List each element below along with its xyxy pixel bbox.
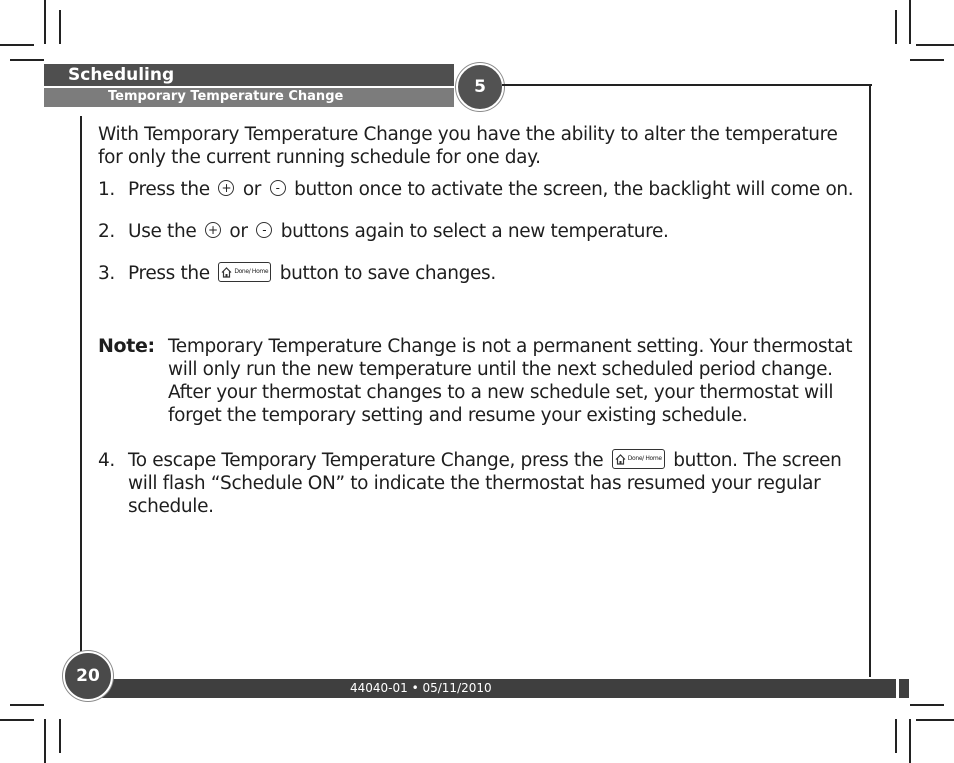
step-text: Use the + or - buttons again to select a new temperature. — [128, 221, 669, 242]
house-icon — [615, 454, 626, 465]
plus-button-icon: + — [218, 180, 234, 196]
note-block — [98, 335, 863, 427]
step-item — [98, 178, 863, 201]
minus-button-icon: - — [256, 222, 272, 238]
crop-mark — [916, 44, 954, 46]
crop-mark — [909, 0, 911, 44]
crop-mark — [909, 719, 911, 763]
step-item — [98, 262, 863, 285]
page-content — [98, 123, 863, 537]
frame-line-left — [80, 116, 82, 662]
crop-mark — [916, 719, 954, 721]
crop-mark — [10, 704, 44, 706]
plus-button-icon: + — [205, 222, 221, 238]
note-label: Note: — [98, 335, 155, 357]
chapter-number-badge: 5 — [456, 63, 504, 111]
crop-mark — [44, 0, 46, 44]
section-title: Scheduling — [68, 65, 175, 85]
section-header-bar — [44, 64, 454, 86]
step-text: To escape Temporary Temperature Change, press the Done/ Home button. The screen will flash “Schedule ON” to indicate the thermostat has resumed your regular schedule. — [128, 450, 842, 517]
crop-mark — [895, 719, 897, 753]
frame-line-top — [502, 84, 872, 86]
document-info: 44040-01 • 05/11/2010 — [350, 681, 492, 695]
frame-line-right — [869, 84, 871, 677]
done-home-button-icon: Done/ Home — [218, 262, 271, 282]
house-icon — [221, 267, 232, 278]
step-number: 2. — [98, 221, 115, 242]
crop-mark — [910, 704, 944, 706]
crop-mark — [910, 59, 944, 61]
step-item — [98, 449, 863, 518]
note-text: Temporary Temperature Change is not a permanent setting. Your thermostat will only run the new temperature until the next scheduled period change. After your thermostat changes to a new schedule set, your thermostat will forget the temporary setting and resume your existing schedule. — [168, 336, 853, 426]
footer-bar-end — [899, 679, 909, 698]
step-number: 1. — [98, 179, 115, 200]
done-home-button-icon: Done/ Home — [612, 449, 665, 469]
crop-mark — [0, 44, 34, 46]
subsection-title: Temporary Temperature Change — [108, 89, 344, 104]
step-number: 3. — [98, 263, 115, 284]
subsection-header-bar — [44, 88, 454, 107]
crop-mark — [10, 59, 44, 61]
crop-mark — [59, 719, 61, 753]
minus-button-icon: - — [270, 180, 286, 196]
crop-mark — [895, 10, 897, 44]
intro-paragraph: With Temporary Temperature Change you have the ability to alter the temperature for only the current running schedule for one day. — [98, 124, 838, 168]
step-text: Press the Done/ Home button to save changes. — [128, 263, 496, 284]
step-item — [98, 220, 863, 243]
step-text: Press the + or - button once to activate the screen, the backlight will come on. — [128, 179, 854, 200]
crop-mark — [0, 719, 34, 721]
step-number: 4. — [98, 450, 115, 471]
crop-mark — [59, 10, 61, 44]
crop-mark — [44, 719, 46, 763]
page-number-badge: 20 — [63, 651, 113, 701]
